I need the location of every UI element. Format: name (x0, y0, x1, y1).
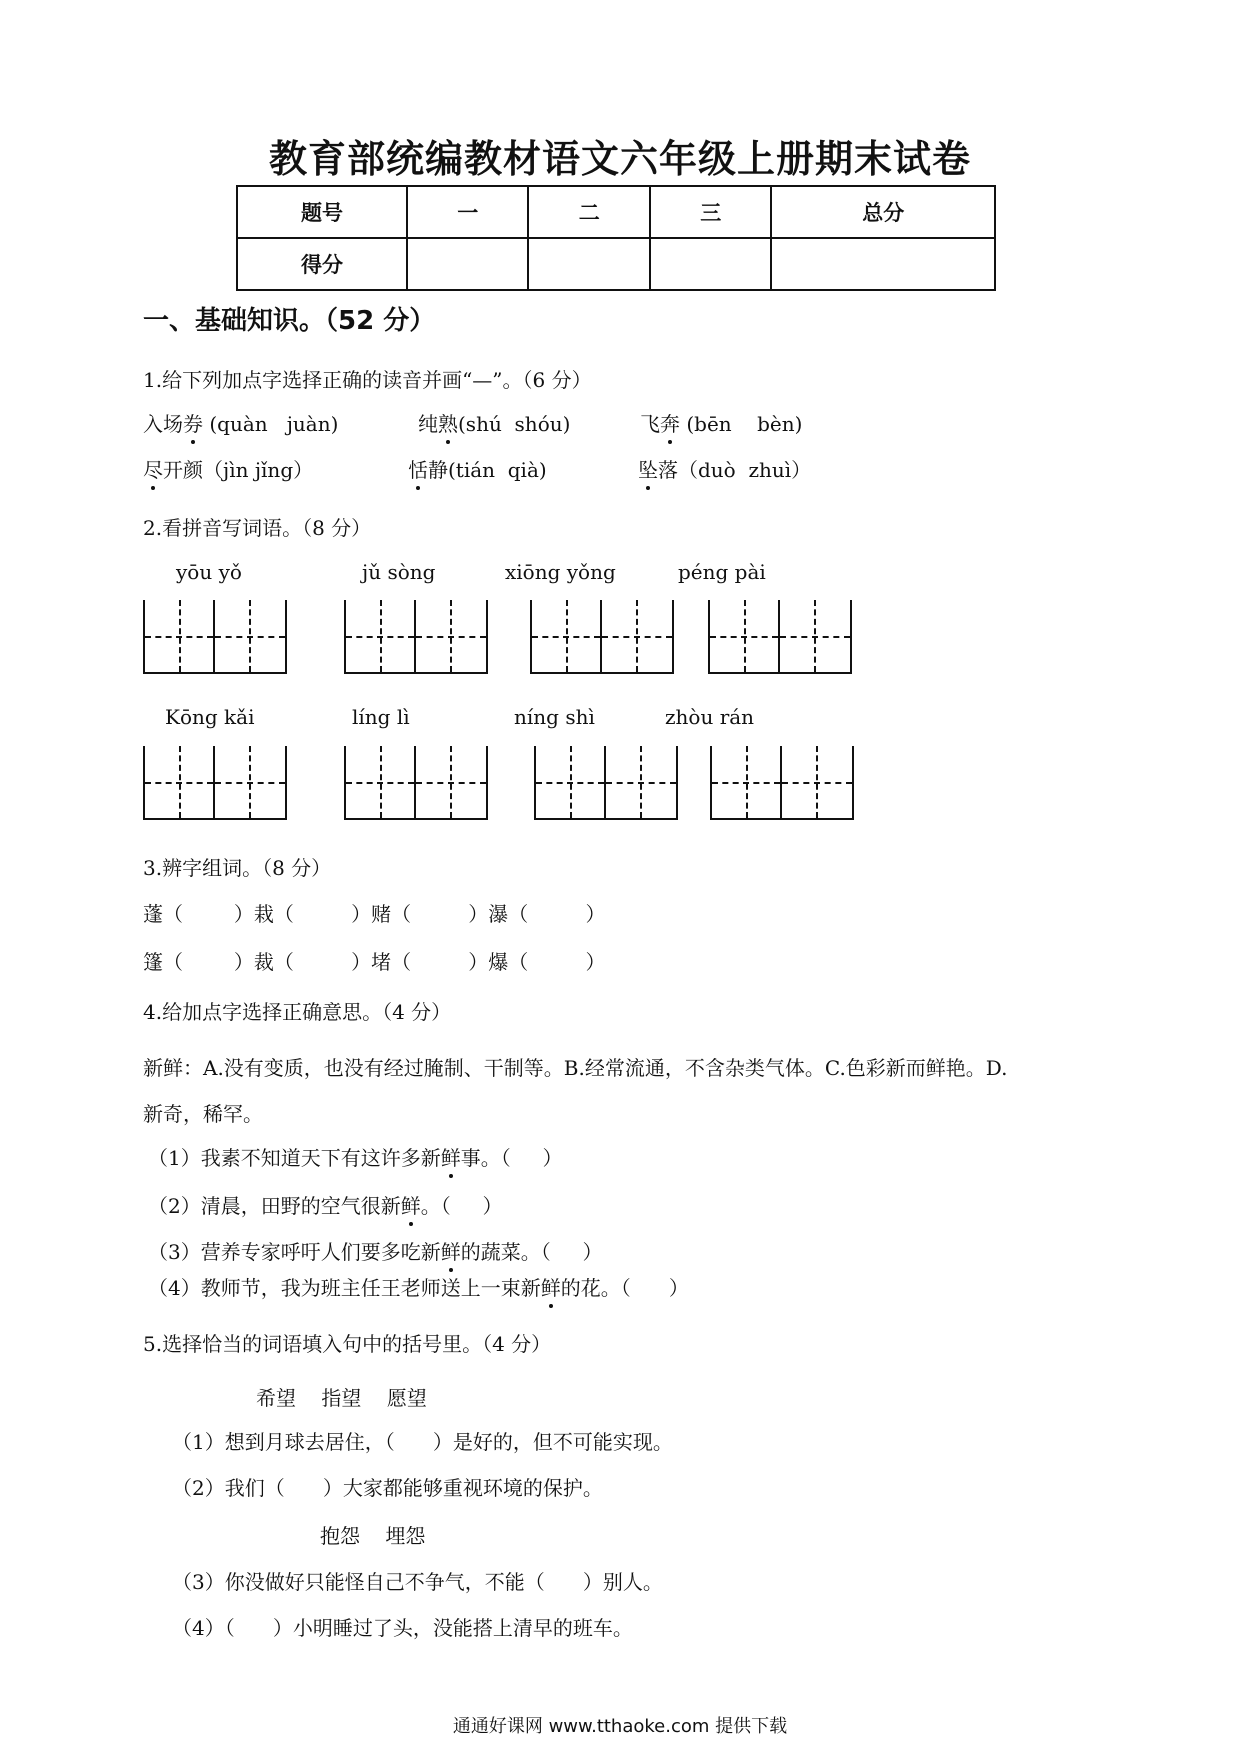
grid-cell[interactable] (145, 600, 215, 672)
grid-cell[interactable] (780, 600, 850, 672)
q4-item: （1）我素不知道天下有这许多新鲜事。（ ） (148, 1142, 563, 1171)
score-table-header-row (237, 186, 995, 238)
q5-sentence: （2）我们（ ）大家都能够重视环境的保护。 (172, 1476, 603, 1500)
grid-cell[interactable] (606, 746, 676, 818)
grid-cell[interactable] (712, 746, 782, 818)
dotted-char: 尽 (143, 454, 163, 483)
q5-sentence: （3）你没做好只能怪自己不争气，不能（ ）别人。 (172, 1570, 663, 1594)
q1-item: 坠落（duò zhuì） (638, 454, 811, 483)
exam-title: 教育部统编教材语文六年级上册期末试卷 (268, 137, 971, 181)
grid-cell[interactable] (416, 600, 486, 672)
dotted-char: 熟 (438, 408, 458, 437)
q4-definition: 新奇，稀罕。 (143, 1102, 263, 1126)
score-blank-cell[interactable] (650, 238, 771, 290)
writing-grid[interactable] (143, 746, 287, 820)
dotted-char: 恬 (408, 454, 428, 483)
q1-item: 恬静(tián qià) (408, 454, 547, 483)
q4-item: （3）营养专家呼吁人们要多吃新鲜的蔬菜。（ ） (148, 1236, 603, 1265)
dotted-char: 券 (183, 408, 203, 437)
writing-grid[interactable] (534, 746, 678, 820)
section-heading: 一、基础知识。（52 分） (143, 306, 436, 336)
grid-cell[interactable] (346, 746, 416, 818)
grid-cell[interactable] (215, 746, 285, 818)
score-header-cell: 二 (528, 186, 649, 238)
grid-cell[interactable] (416, 746, 486, 818)
score-blank-cell[interactable] (528, 238, 649, 290)
pinyin-label: yōu yǒ (176, 560, 242, 584)
q2-stem: 2.看拼音写词语。（8 分） (143, 516, 372, 540)
grid-cell[interactable] (710, 600, 780, 672)
dotted-char: 鲜 (441, 1236, 461, 1265)
q5-stem: 5.选择恰当的词语填入句中的括号里。（4 分） (143, 1332, 552, 1356)
q4-stem: 4.给加点字选择正确意思。（4 分） (143, 1000, 452, 1024)
q5-word-bank: 希望 指望 愿望 (256, 1386, 427, 1410)
q3-row: 蓬（ ）栽（ ）赌（ ）瀑（ ） (143, 902, 606, 926)
q4-definition: 新鲜：A.没有变质，也没有经过腌制、干制等。B.经常流通，不含杂类气体。C.色彩新而鲜艳。D. (143, 1056, 1008, 1080)
q1-item: 飞奔 (bēn bèn) (640, 408, 802, 437)
writing-grid[interactable] (708, 600, 852, 674)
footer-source: 通通好课网 www.tthaoke.com 提供下载 (452, 1716, 788, 1737)
score-table-score-row (237, 238, 995, 290)
writing-grid[interactable] (344, 600, 488, 674)
writing-grid[interactable] (710, 746, 854, 820)
score-table (236, 185, 996, 291)
writing-grid[interactable] (344, 746, 488, 820)
score-header-cell: 一 (407, 186, 528, 238)
pinyin-label: xiōng yǒng (505, 560, 616, 584)
grid-cell[interactable] (532, 600, 602, 672)
q5-sentence: （4）（ ）小明睡过了头，没能搭上清早的班车。 (172, 1616, 633, 1640)
pinyin-label: zhòu rán (665, 705, 755, 729)
grid-cell[interactable] (346, 600, 416, 672)
grid-cell[interactable] (602, 600, 672, 672)
writing-grid[interactable] (530, 600, 674, 674)
grid-cell[interactable] (782, 746, 852, 818)
q4-item: （2）清晨，田野的空气很新鲜。（ ） (148, 1190, 503, 1219)
q3-row: 篷（ ）裁（ ）堵（ ）爆（ ） (143, 950, 606, 974)
score-header-cell: 三 (650, 186, 771, 238)
dotted-char: 坠 (638, 454, 658, 483)
q4-item: （4）教师节，我为班主任王老师送上一束新鲜的花。（ ） (148, 1272, 689, 1301)
score-row-label: 得分 (237, 238, 407, 290)
pinyin-label: Kōng kǎi (165, 705, 255, 729)
dotted-char: 鲜 (441, 1142, 461, 1171)
q1-stem: 1.给下列加点字选择正确的读音并画“—”。（6 分） (143, 368, 592, 392)
q1-item: 尽开颜（jìn jǐng） (143, 454, 313, 483)
q5-sentence: （1）想到月球去居住，（ ）是好的，但不可能实现。 (172, 1430, 673, 1454)
q1-item: 纯熟(shú shóu) (418, 408, 570, 437)
score-blank-cell[interactable] (407, 238, 528, 290)
pinyin-label: níng shì (514, 705, 595, 729)
score-header-cell: 题号 (237, 186, 407, 238)
grid-cell[interactable] (536, 746, 606, 818)
score-header-cell: 总分 (771, 186, 995, 238)
score-blank-cell[interactable] (771, 238, 995, 290)
dotted-char: 奔 (660, 408, 680, 437)
writing-grid[interactable] (143, 600, 287, 674)
dotted-char: 鲜 (541, 1272, 561, 1301)
pinyin-label: péng pài (678, 560, 766, 584)
pinyin-label: jǔ sòng (362, 560, 436, 584)
q5-word-bank: 抱怨 埋怨 (320, 1524, 426, 1548)
q3-stem: 3.辨字组词。（8 分） (143, 856, 332, 880)
pinyin-label: líng lì (352, 705, 410, 729)
grid-cell[interactable] (215, 600, 285, 672)
dotted-char: 鲜 (401, 1190, 421, 1219)
grid-cell[interactable] (145, 746, 215, 818)
q1-item: 入场券 (quàn juàn) (143, 408, 338, 437)
